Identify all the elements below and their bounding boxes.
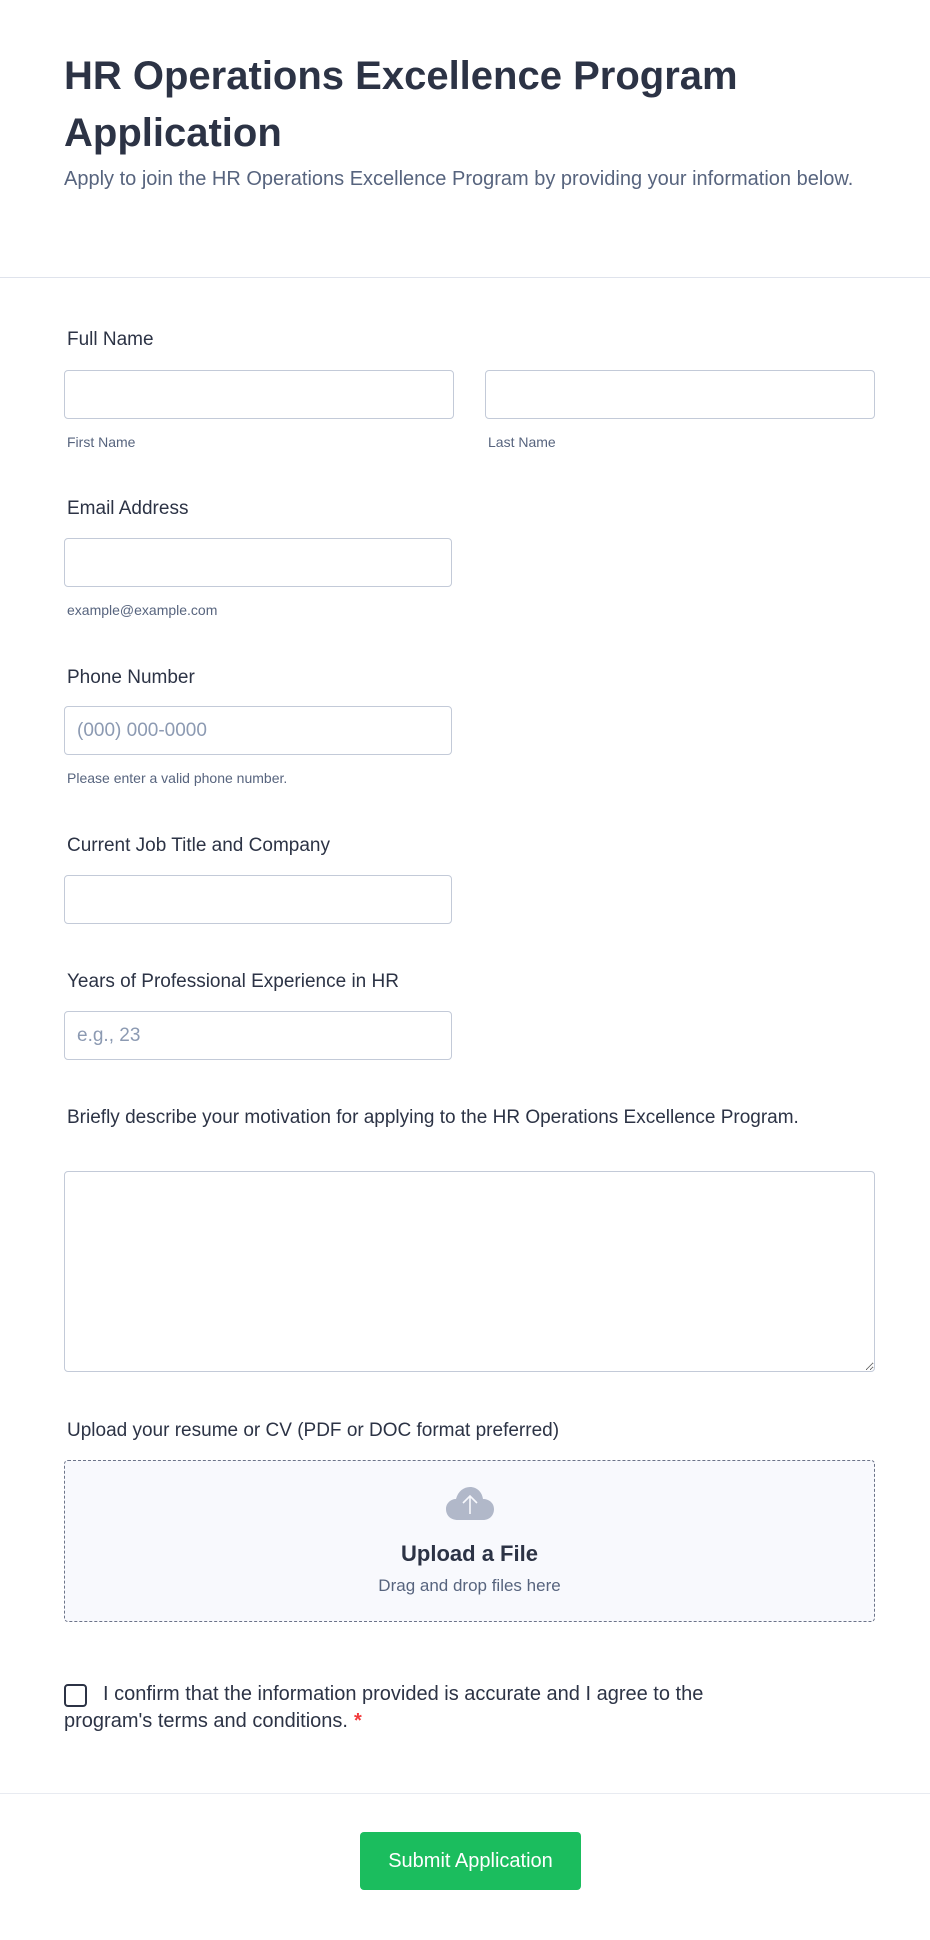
upload-title: Upload a File xyxy=(401,1541,538,1566)
full-name-label: Full Name xyxy=(67,329,154,350)
email-input[interactable] xyxy=(64,538,452,587)
last-name-input[interactable] xyxy=(485,370,875,419)
email-helper: example@example.com xyxy=(67,602,218,618)
submit-button[interactable]: Submit Application xyxy=(360,1832,581,1890)
cloud-upload-icon xyxy=(446,1487,494,1521)
file-dropzone[interactable] xyxy=(64,1460,875,1622)
page-subtitle: Apply to join the HR Operations Excellence Program by providing your information below. xyxy=(64,168,854,190)
years-input[interactable] xyxy=(64,1011,452,1060)
phone-label: Phone Number xyxy=(67,667,195,688)
email-label: Email Address xyxy=(67,498,189,519)
header-divider xyxy=(0,277,930,278)
required-mark: * xyxy=(353,1710,362,1732)
confirm-text: I confirm that the information provided is accurate and I agree to the program's terms and conditions. xyxy=(64,1683,704,1732)
upload-subtitle: Drag and drop files here xyxy=(378,1576,561,1595)
motivation-textarea[interactable] xyxy=(64,1171,875,1372)
first-name-input[interactable] xyxy=(64,370,454,419)
upload-label: Upload your resume or CV (PDF or DOC format preferred) xyxy=(67,1420,560,1441)
motivation-label: Briefly describe your motivation for applying to the HR Operations Excellence Program. xyxy=(67,1107,799,1128)
phone-helper: Please enter a valid phone number. xyxy=(67,770,288,786)
page-title: HR Operations Excellence Program Application xyxy=(64,54,738,155)
first-name-sublabel: First Name xyxy=(67,434,136,450)
years-label: Years of Professional Experience in HR xyxy=(67,971,399,992)
confirm-label xyxy=(64,1681,784,1735)
job-input[interactable] xyxy=(64,875,452,924)
phone-input[interactable] xyxy=(64,706,452,755)
footer-divider xyxy=(0,1793,930,1794)
job-label: Current Job Title and Company xyxy=(67,835,330,856)
last-name-sublabel: Last Name xyxy=(488,434,556,450)
